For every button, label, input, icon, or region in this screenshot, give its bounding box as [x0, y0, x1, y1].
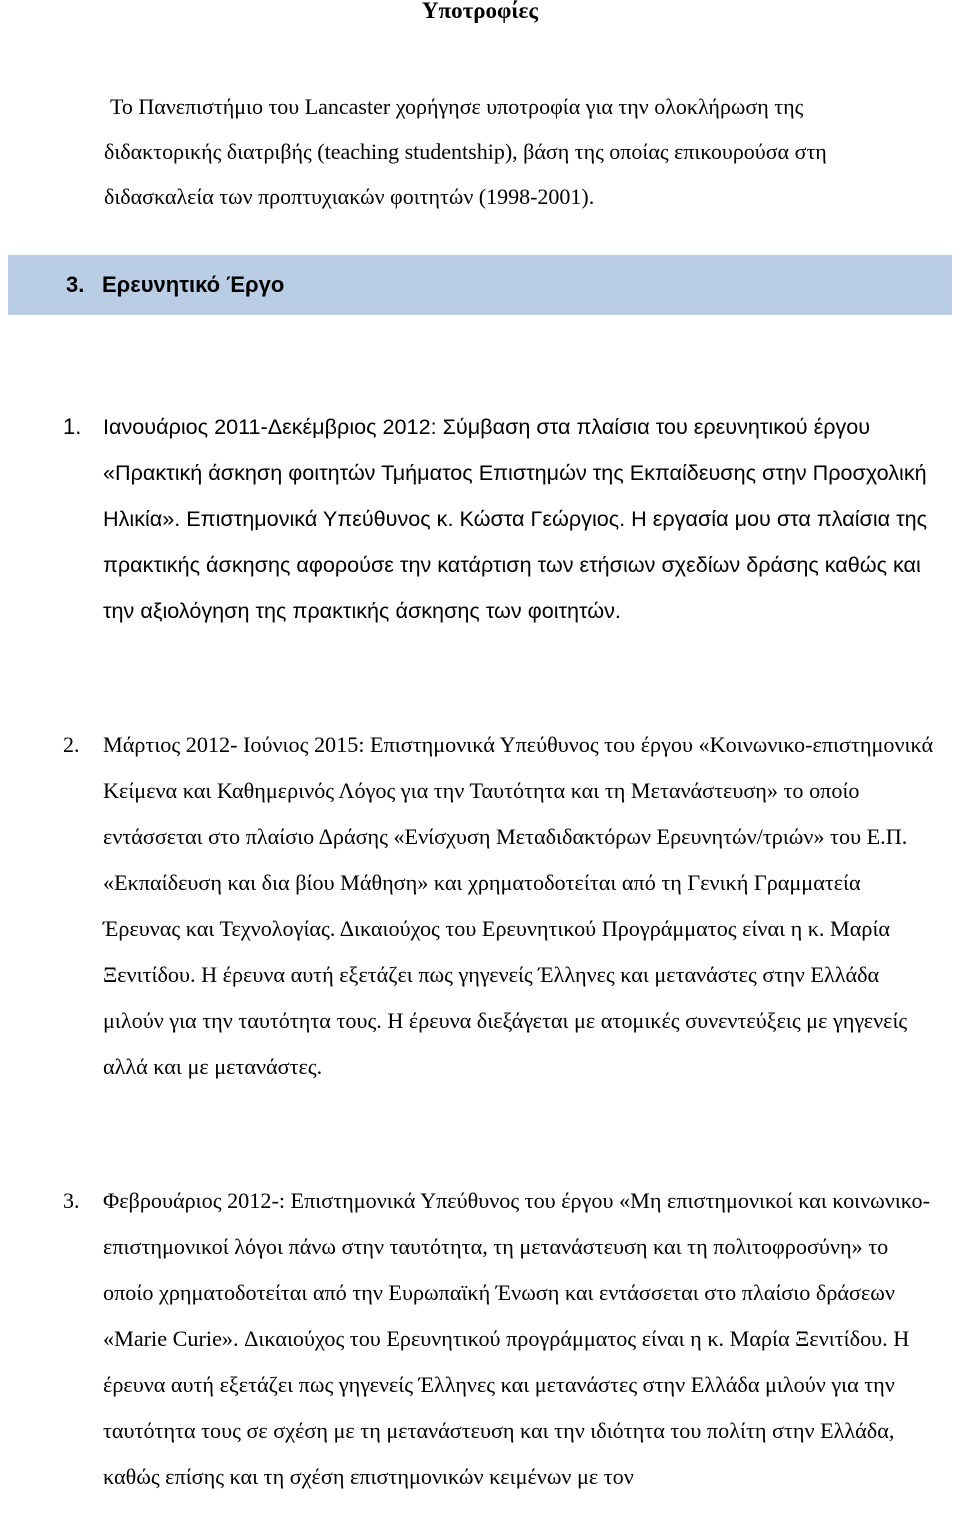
item-text: Φεβρουάριος 2012-: Επιστημονικά Υπεύθυνος του έργου «Μη επιστημονικοί και κοινωνικο-επιστημονικοί λόγοι πάνω στην ταυτότητα, τη μετανάστευση και τη πολιτοφροσύνη» το οποίο χρηματοδοτείται από την Ευρωπαϊκή Ένωση και εντάσσεται στο πλαίσιο δράσεων «Marie Curie». Δικαιούχος του Ερευνητικού προγράμματος είναι η κ. Μαρία Ξενιτίδου. Η έρευνα αυτή εξετάζει πως γηγενείς Έλληνες και μετανάστες στην Ελλάδα μιλούν για την ταυτότητα τους σε σχέση με τη μετανάστευση και την ιδιότητα του πολίτη στην Ελλάδα, καθώς επίσης και τη σχέση επιστημονικών κειμένων με τον	[103, 1188, 930, 1489]
scholarship-paragraph	[104, 84, 924, 219]
scholarship-text: Το Πανεπιστήμιο του Lancaster χορήγησε υποτροφία για την ολοκλήρωση της διδακτορικής διατριβής (teaching studentship), βάση της οποίας επικουρούσα στη διδασκαλεία των προπτυχιακών φοιτητών (1998-2001).	[104, 94, 827, 209]
page-heading: Υποτροφίες	[421, 0, 539, 23]
section-title	[66, 268, 284, 302]
item-text: Μάρτιος 2012- Ιούνιος 2015: Επιστημονικά Υπεύθυνος του έργου «Κοινωνικο-επιστημονικά Κείμενα και Καθημερινός Λόγος για την Ταυτότητα και τη Μετανάστευση» το οποίο εντάσσεται στο πλαίσιο Δράσης «Ενίσχυση Μεταδιδακτόρων Ερευνητών/τριών» του Ε.Π. «Εκπαίδευση και δια βίου Μάθηση» και χρηματοδοτείται από τη Γενική Γραμματεία Έρευνας και Τεχνολογίας. Δικαιούχος του Ερευνητικού Προγράμματος είναι η κ. Μαρία Ξενιτίδου. Η έρευνα αυτή εξετάζει πως γηγενείς Έλληνες και μετανάστες στην Ελλάδα μιλούν για την ταυτότητα τους. Η έρευνα διεξάγεται με ατομικές συνεντεύξεις με γηγενείς αλλά και με μετανάστες.	[103, 732, 934, 1079]
item-number: 2.	[63, 732, 80, 757]
section-number: 3.	[66, 272, 85, 297]
item-text: Ιανουάριος 2011-Δεκέμβριος 2012: Σύμβαση στα πλαίσια του ερευνητικού έργου «Πρακτική άσκηση φοιτητών Τμήματος Επιστημών της Εκπαίδευσης στην Προσχολική Ηλικία». Επιστημονικά Υπεύθυνος κ. Κώστα Γεώργιος. Η εργασία μου στα πλαίσια της πρακτικής άσκησης αφορούσε την κατάρτιση των ετήσιων σχεδίων δράσης καθώς και την αξιολόγηση της πρακτικής άσκησης των φοιτητών.	[103, 414, 928, 623]
item-number: 1.	[63, 414, 82, 439]
item-number: 3.	[63, 1188, 80, 1213]
section-title-text: Ερευνητικό Έργο	[102, 272, 285, 297]
